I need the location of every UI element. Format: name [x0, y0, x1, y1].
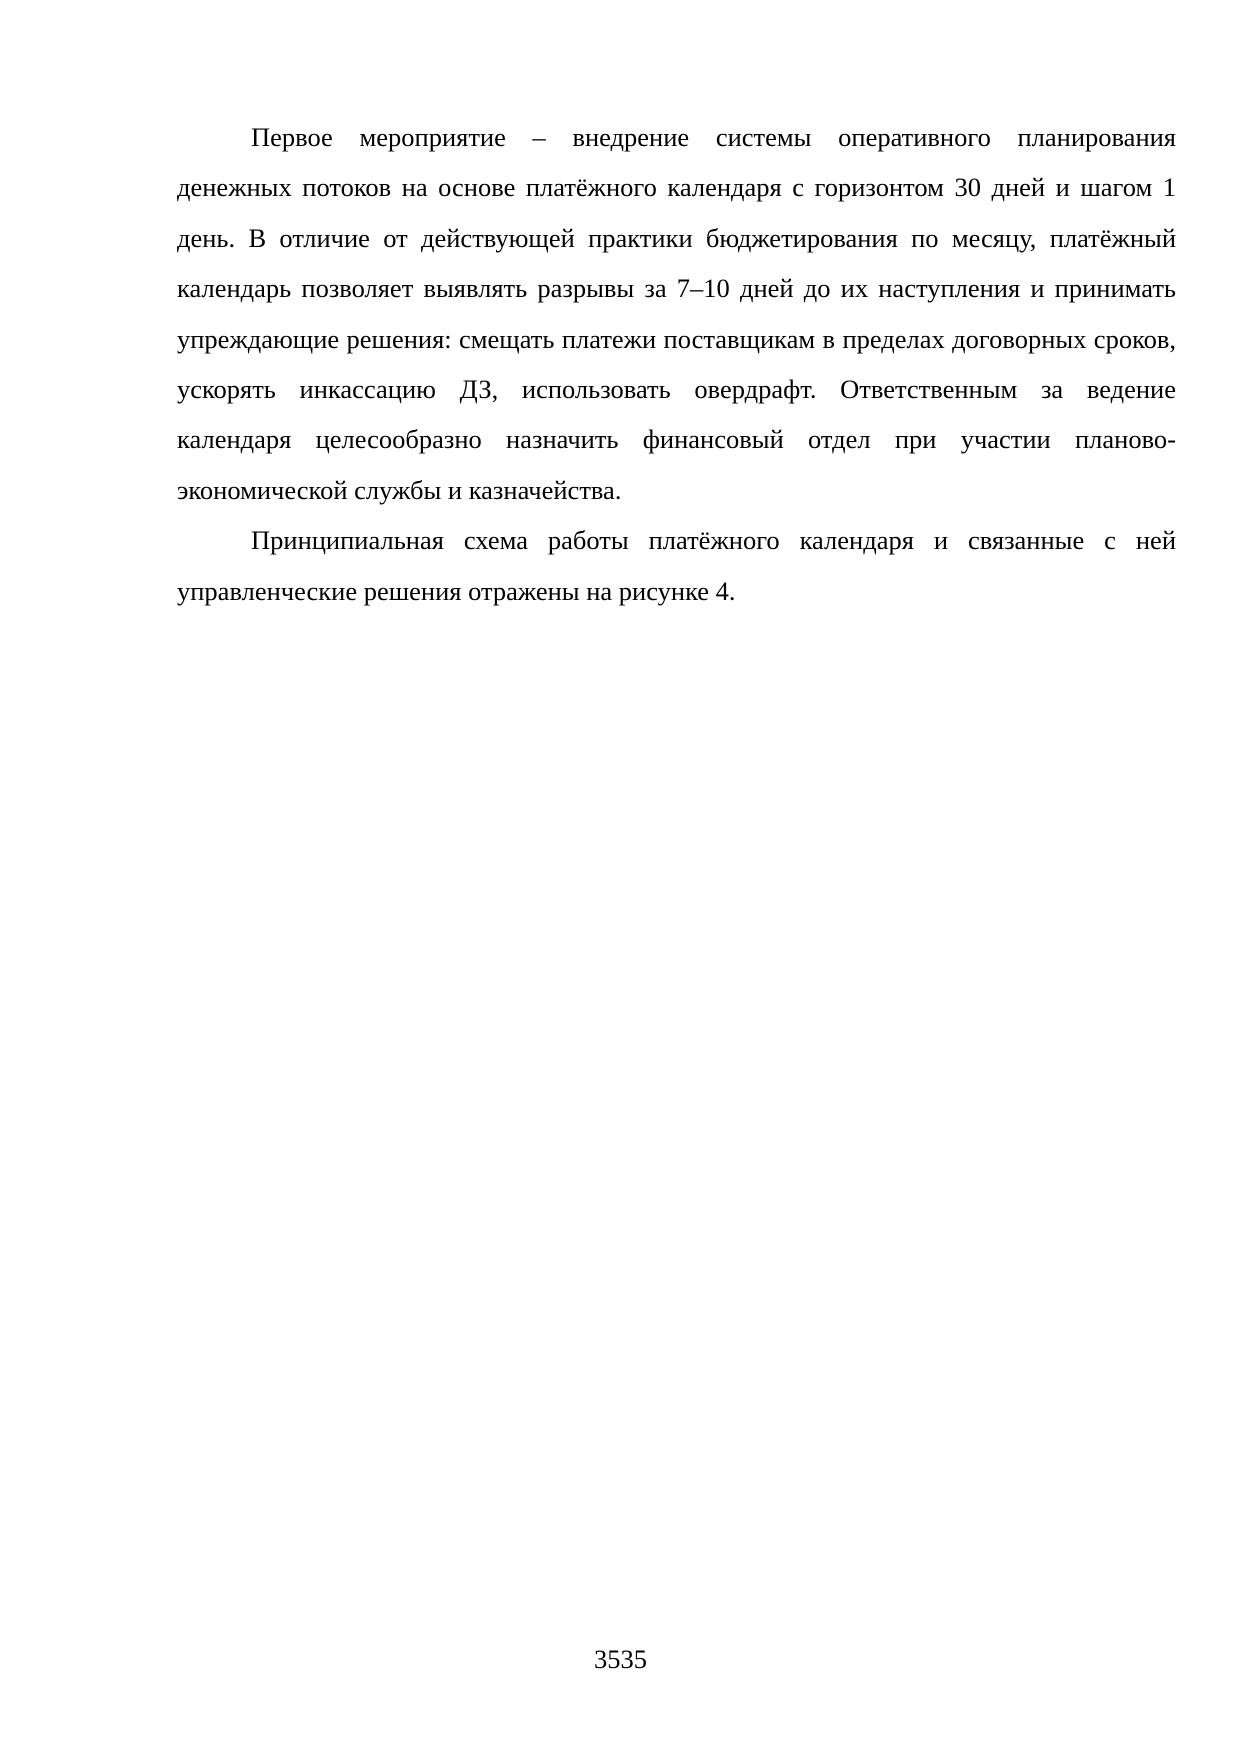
paragraph-figure-reference: Принципиальная схема работы платёжного календаря и связанные с ней управленческие решения отражены на рисунке 4.	[177, 525, 1176, 606]
body-text	[177, 112, 1176, 616]
page-number: 3535	[594, 1644, 647, 1674]
paragraph-payment-calendar-measure: Первое мероприятие – внедрение системы оперативного планирования денежных потоков на основе платёжного календаря с горизонтом 30 дней и шагом 1 день. В отличие от действующей практики бюджетирования по месяцу, платёжный календарь позволяет выявлять разрывы за 7–10 дней до их наступления и принимать упреждающие решения: смещать платежи поставщикам в пределах договорных сроков, ускорять инкассацию ДЗ, использовать овердрафт. Ответственным за ведение календаря целесообразно назначить финансовый отдел при участии планово-экономической службы и казначейства.	[177, 122, 1176, 505]
